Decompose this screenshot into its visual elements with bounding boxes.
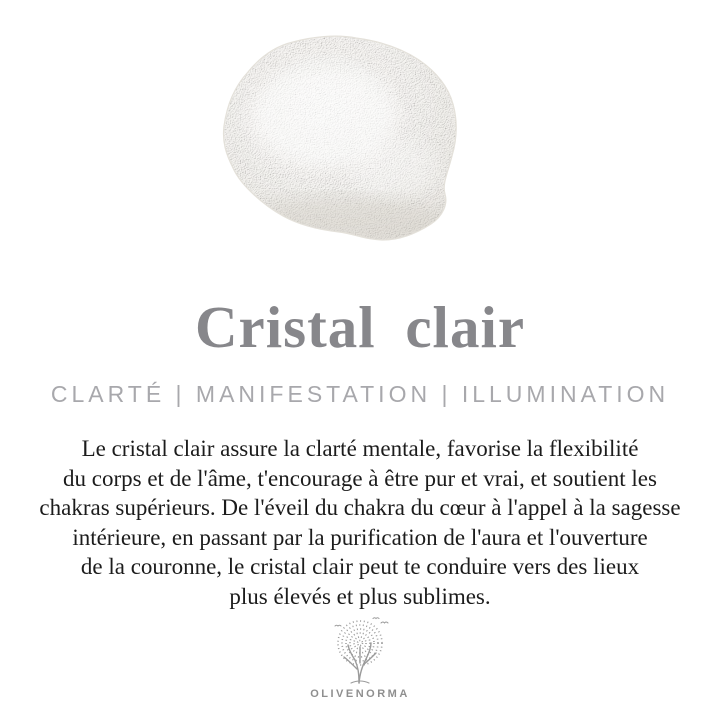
crystal-image: [221, 34, 461, 244]
description-line: Le cristal clair assure la clarté mentale, favorise la flexibilité: [81, 436, 639, 461]
birds-icon: [335, 618, 388, 626]
description-line: intérieure, en passant par la purification de l'aura et l'ouverture: [72, 524, 648, 550]
olive-tree-icon: [324, 617, 396, 685]
description-line: plus élevés et plus sublimes.: [229, 583, 491, 609]
description-line: du corps et de l'âme, t'encourage à être pur et vrai, et soutient les: [63, 465, 657, 491]
keywords-subtitle: CLARTÉ | MANIFESTATION | ILLUMINATION: [50, 381, 670, 407]
brand-name: OLIVENORMA: [310, 688, 410, 700]
description-line: chakras supérieurs. De l'éveil du chakra du cœur à l'appel à la sagesse: [39, 495, 681, 520]
brand-logo: [324, 617, 396, 685]
crystal-rock-graphic: [221, 34, 461, 244]
description-paragraph: [0, 434, 720, 611]
description-line: de la couronne, le cristal clair peut te conduire vers des lieux: [80, 554, 640, 579]
page-title: Cristal clair: [194, 294, 526, 360]
